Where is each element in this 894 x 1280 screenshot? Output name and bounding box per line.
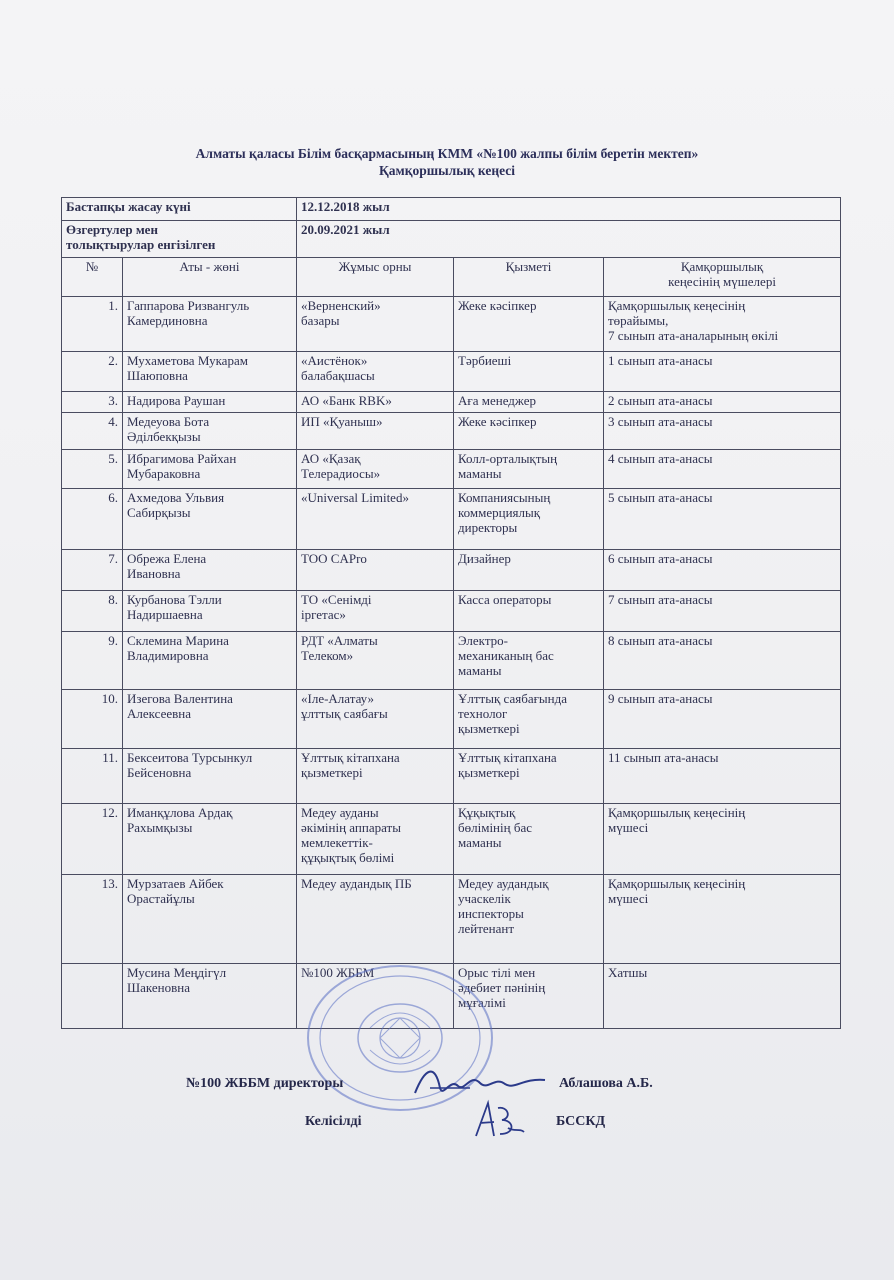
member-council-role: 11 сынып ата-анасы [604, 749, 841, 804]
table-row [62, 550, 841, 591]
member-council-role: 5 сынып ата-анасы [604, 489, 841, 550]
row-number: 6. [62, 489, 123, 550]
member-workplace: АО «Қазақ Телерадиосы» [297, 450, 454, 489]
row-number: 5. [62, 450, 123, 489]
row-number: 9. [62, 632, 123, 690]
table-row [62, 489, 841, 550]
member-workplace: «Іле-Алатау» ұлттық саябағы [297, 690, 454, 749]
member-workplace: АО «Банк RBK» [297, 392, 454, 413]
table-row [62, 632, 841, 690]
member-name: Медеуова Бота Әділбекқызы [123, 413, 297, 450]
member-position: Аға менеджер [454, 392, 604, 413]
member-workplace: РДТ «Алматы Телеком» [297, 632, 454, 690]
updated-label: Өзгертулер мен толықтырулар енгізілген [62, 221, 297, 258]
agreed-organization: БССКД [556, 1114, 606, 1129]
table-row [62, 413, 841, 450]
member-position: Ұлттық кітапхана қызметкері [454, 749, 604, 804]
member-workplace: «Universal Limited» [297, 489, 454, 550]
member-council-role: Қамқоршылық кеңесінің төрайымы, 7 сынып ата-аналарының өкілі [604, 297, 841, 352]
member-name: Склемина Марина Владимировна [123, 632, 297, 690]
table-row [62, 749, 841, 804]
row-number: 1. [62, 297, 123, 352]
member-position: Компаниясының коммерциялық директоры [454, 489, 604, 550]
member-name: Мусина Меңдігүл Шакеновна [123, 964, 297, 1029]
table-row [62, 392, 841, 413]
member-council-role: 1 сынып ата-анасы [604, 352, 841, 392]
member-position: Ұлттық саябағында технолог қызметкері [454, 690, 604, 749]
col-header-council-role: Қамқоршылық кеңесінің мүшелері [604, 258, 841, 297]
member-council-role: 7 сынып ата-анасы [604, 591, 841, 632]
member-position: Колл-орталықтың маманы [454, 450, 604, 489]
document-title: Алматы қаласы Білім басқармасының КММ «№100 жалпы білім беретін мектеп» [195, 146, 699, 161]
member-council-role: 8 сынып ата-анасы [604, 632, 841, 690]
row-number: 3. [62, 392, 123, 413]
member-name: Ахмедова Ульвия Сабирқызы [123, 489, 297, 550]
member-workplace: Ұлттық кітапхана қызметкері [297, 749, 454, 804]
director-name: Аблашова А.Б. [559, 1076, 653, 1091]
member-position: Құқықтық бөлімінің бас маманы [454, 804, 604, 875]
table-row [62, 450, 841, 489]
row-number [62, 964, 123, 1029]
col-header-workplace: Жұмыс орны [297, 258, 454, 297]
meta-row-created [62, 198, 841, 221]
table-row [62, 875, 841, 964]
member-workplace: ТОО CAPro [297, 550, 454, 591]
member-workplace: «Верненский» базары [297, 297, 454, 352]
member-workplace: «Аистёнок» балабақшасы [297, 352, 454, 392]
row-number: 4. [62, 413, 123, 450]
member-name: Обрежа Елена Ивановна [123, 550, 297, 591]
member-position: Медеу аудандық учаскелік инспекторы лейтенант [454, 875, 604, 964]
member-workplace: №100 ЖББМ [297, 964, 454, 1029]
member-workplace: ИП «Қуаныш» [297, 413, 454, 450]
row-number: 10. [62, 690, 123, 749]
member-name: Мурзатаев Айбек Орастайұлы [123, 875, 297, 964]
member-name: Надирова Раушан [123, 392, 297, 413]
member-name: Иманқұлова Ардақ Рахымқызы [123, 804, 297, 875]
row-number: 12. [62, 804, 123, 875]
member-position: Электро- механиканың бас маманы [454, 632, 604, 690]
member-council-role: 4 сынып ата-анасы [604, 450, 841, 489]
member-council-role: 2 сынып ата-анасы [604, 392, 841, 413]
col-header-position: Қызметі [454, 258, 604, 297]
member-position: Дизайнер [454, 550, 604, 591]
row-number: 8. [62, 591, 123, 632]
table-row [62, 297, 841, 352]
row-number: 7. [62, 550, 123, 591]
table-header-row [62, 258, 841, 297]
member-name: Гаппарова Ризвангуль Камердиновна [123, 297, 297, 352]
agreement-signature [468, 1098, 528, 1143]
member-name: Бексеитова Турсынкул Бейсеновна [123, 749, 297, 804]
council-members-table [61, 197, 841, 1029]
created-value: 12.12.2018 жыл [297, 198, 841, 221]
member-position: Касса операторы [454, 591, 604, 632]
col-header-name: Аты - жөні [123, 258, 297, 297]
member-name: Мухаметова Мукарам Шаюповна [123, 352, 297, 392]
member-council-role: Қамқоршылық кеңесінің мүшесі [604, 875, 841, 964]
table-row [62, 352, 841, 392]
member-workplace: ТО «Сенімді іргетас» [297, 591, 454, 632]
row-number: 11. [62, 749, 123, 804]
member-name: Курбанова Тэлли Надиршаевна [123, 591, 297, 632]
member-position: Жеке кәсіпкер [454, 297, 604, 352]
member-name: Изегова Валентина Алексеевна [123, 690, 297, 749]
member-name: Ибрагимова Райхан Мубараковна [123, 450, 297, 489]
member-position: Жеке кәсіпкер [454, 413, 604, 450]
member-position: Орыс тілі мен әдебиет пәнінің мұғалімі [454, 964, 604, 1029]
member-council-role: Қамқоршылық кеңесінің мүшесі [604, 804, 841, 875]
table-row [62, 591, 841, 632]
director-title: №100 ЖББМ директоры [186, 1076, 344, 1091]
col-header-number: № [62, 258, 123, 297]
row-number: 2. [62, 352, 123, 392]
member-council-role: 6 сынып ата-анасы [604, 550, 841, 591]
member-workplace: Медеу ауданы әкімінің аппараты мемлекеттік- құқықтық бөлімі [297, 804, 454, 875]
agreed-label: Келісілді [305, 1114, 362, 1129]
member-workplace: Медеу аудандық ПБ [297, 875, 454, 964]
member-council-role: Хатшы [604, 964, 841, 1029]
member-council-role: 3 сынып ата-анасы [604, 413, 841, 450]
row-number: 13. [62, 875, 123, 964]
meta-row-updated [62, 221, 841, 258]
table-row [62, 804, 841, 875]
table-row [62, 690, 841, 749]
member-council-role: 9 сынып ата-анасы [604, 690, 841, 749]
updated-value: 20.09.2021 жыл [297, 221, 841, 258]
member-position: Тәрбиеші [454, 352, 604, 392]
created-label: Бастапқы жасау күні [62, 198, 297, 221]
document-subtitle: Қамқоршылық кеңесі [378, 163, 516, 178]
